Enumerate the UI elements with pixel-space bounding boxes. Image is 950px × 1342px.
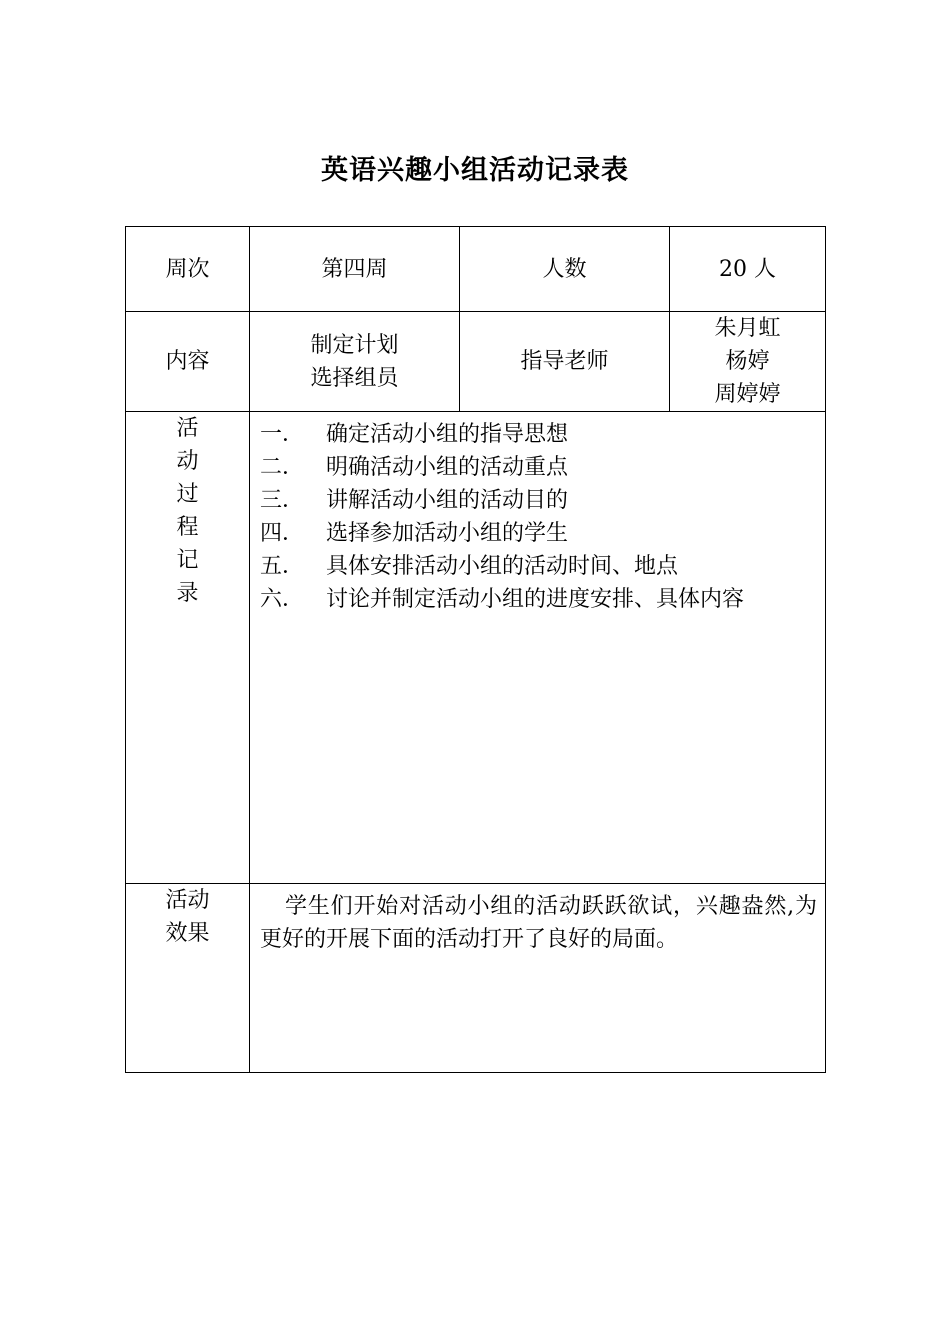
step-number: 六． [260,587,305,612]
step-text: 选择参加活动小组的学生 [326,521,569,546]
step-text: 讨论并制定活动小组的进度安排、具体内容 [326,587,745,612]
teacher-names-cell [670,312,826,412]
list-item [260,517,817,550]
process-label-char: 录 [176,581,199,606]
process-label-char: 活 [176,416,199,441]
step-text: 确定活动小组的指导思想 [326,422,569,447]
content-line: 选择组员 [310,365,399,391]
step-number: 四． [260,521,305,546]
step-number: 五． [260,554,305,579]
document-title: 英语兴趣小组活动记录表 [321,155,629,186]
teacher-name: 杨婷 [725,349,770,374]
content-value-cell [250,312,460,412]
list-item [260,484,817,517]
table-row-process [126,412,826,884]
count-value-cell: 20 人 [670,227,826,312]
process-label-char: 动 [176,449,199,474]
week-label-cell: 周次 [126,227,250,312]
step-text: 明确活动小组的活动重点 [326,455,569,480]
process-label-cell [126,412,250,884]
process-steps-cell [250,412,826,884]
list-item [260,451,817,484]
table-row-effect [126,884,826,1073]
content-label-cell: 内容 [126,312,250,412]
teacher-name: 周婷婷 [714,382,781,407]
list-item [260,583,817,616]
week-value-cell: 第四周 [250,227,460,312]
process-label-char: 程 [176,515,199,540]
content-line: 制定计划 [310,332,399,358]
effect-label-line: 效果 [165,921,210,946]
effect-label-cell [126,884,250,1073]
list-item [260,550,817,583]
count-label-cell: 人数 [460,227,670,312]
activity-record-table [125,226,826,1073]
table-row-week [126,227,826,312]
teacher-name: 朱月虹 [714,316,781,341]
process-label-char: 过 [176,482,199,507]
step-text: 讲解活动小组的活动目的 [326,488,569,513]
step-text: 具体安排活动小组的活动时间、地点 [326,554,679,579]
effect-label-line: 活动 [165,888,210,913]
table-row-content [126,312,826,412]
teacher-label-cell: 指导老师 [460,312,670,412]
step-number: 二． [260,455,305,480]
effect-text-cell [250,884,826,1073]
process-steps-list [250,412,825,616]
list-item [260,418,817,451]
step-number: 三． [260,488,305,513]
step-number: 一． [260,422,305,447]
effect-text: 学生们开始对活动小组的活动跃跃欲试，兴趣盎然,为更好的开展下面的活动打开了良好的局面。 [260,894,817,952]
process-label-char: 记 [176,548,199,573]
